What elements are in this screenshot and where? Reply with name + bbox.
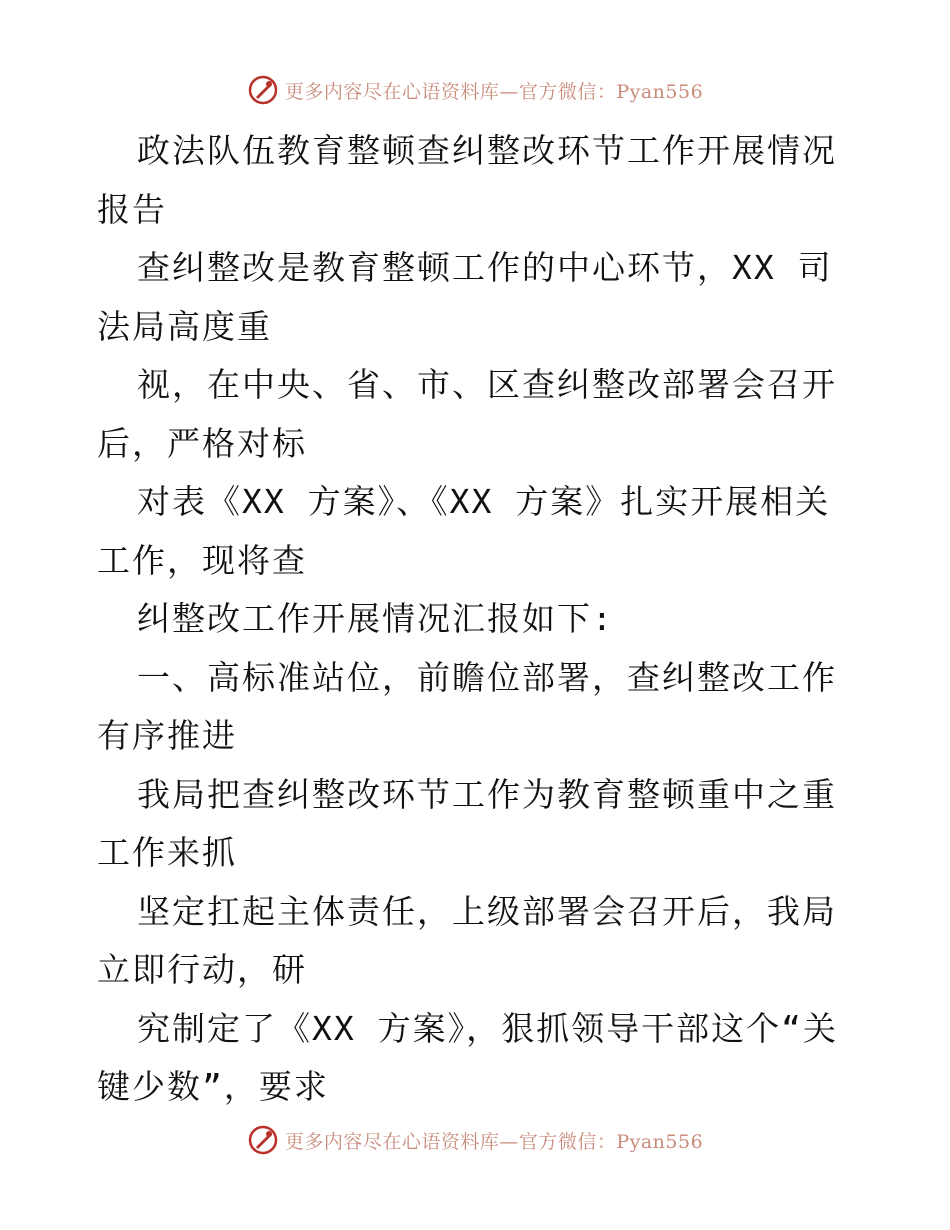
red-quill-circle-icon xyxy=(247,74,279,106)
header-watermark-text: 更多内容尽在心语资料库—官方微信：Pyan556 xyxy=(284,80,704,103)
paragraph-line: 对表《XX 方案》、《XX 方案》扎实开展相关工作，现将查 xyxy=(97,482,831,580)
header-watermark xyxy=(0,70,950,110)
footer-watermark-text: 更多内容尽在心语资料库—官方微信：Pyan556 xyxy=(284,1130,704,1153)
paragraph-line: 坚定扛起主体责任，上级部署会召开后，我局立即行动，研 xyxy=(97,891,837,989)
section-heading: 一、高标准站位，前瞻位部署，查纠整改工作有序推进 xyxy=(97,657,837,755)
paragraph-line: 查纠整改是教育整顿工作的中心环节，XX 司法局高度重 xyxy=(97,248,833,346)
document-title: 政法队伍教育整顿查纠整改环节工作开展情况报告 xyxy=(97,131,837,229)
document-body xyxy=(97,122,857,1117)
paragraph-line: 我局把查纠整改环节工作为教育整顿重中之重工作来抓 xyxy=(97,774,837,872)
paragraph-line: 究制定了《XX 方案》，狠抓领导干部这个“关键少数”，要求 xyxy=(97,1008,838,1106)
paragraph-line: 视，在中央、省、市、区查纠整改部署会召开后，严格对标 xyxy=(97,365,837,463)
paragraph-line: 纠整改工作开展情况汇报如下: xyxy=(137,599,614,638)
footer-watermark xyxy=(0,1120,950,1160)
red-quill-circle-icon xyxy=(247,1124,279,1156)
